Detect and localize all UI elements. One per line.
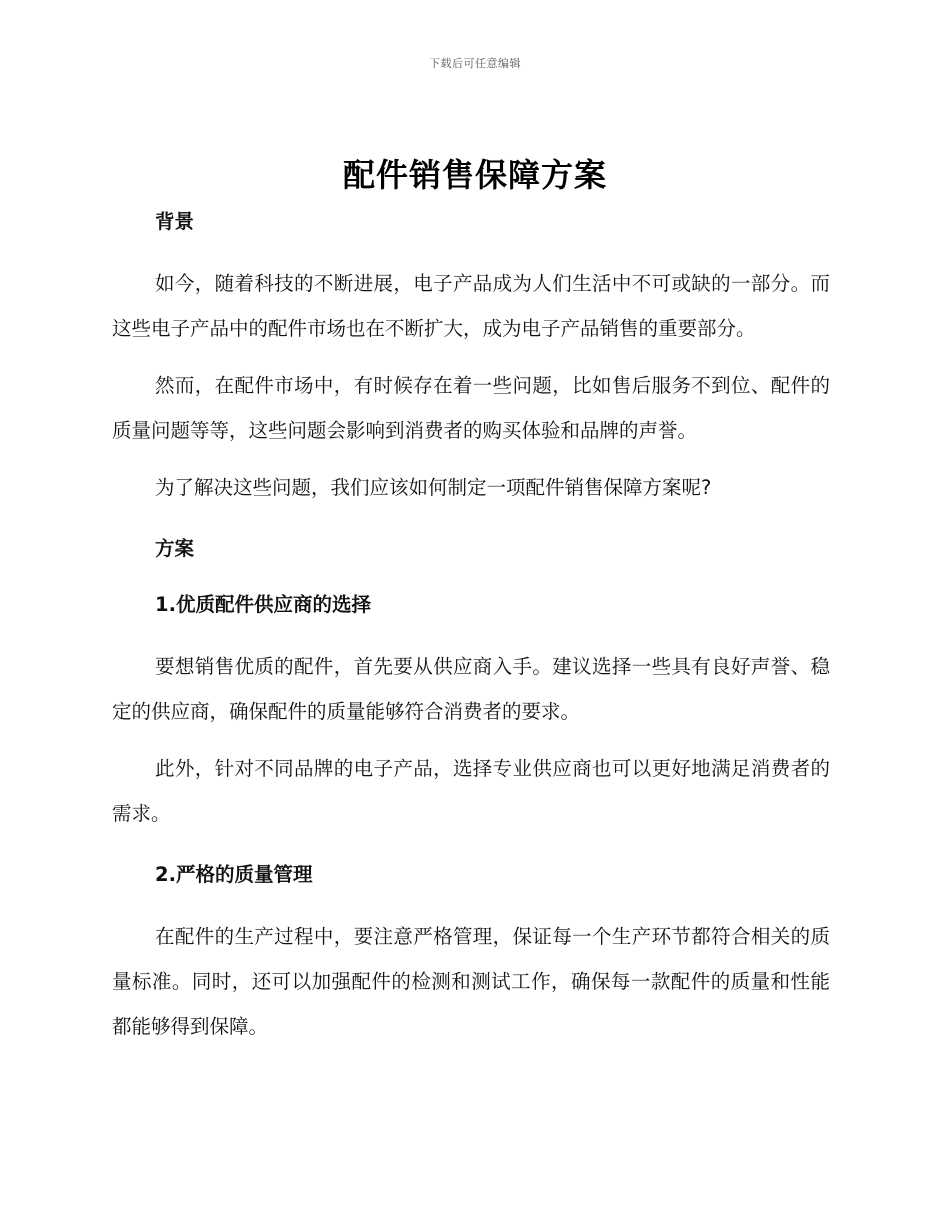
section-heading-plan: 方案: [155, 537, 195, 560]
paragraph: 然而，在配件市场中，有时候存在着一些问题，比如售后服务不到位、配件的质量问题等等，这些问题会影响到消费者的购买体验和品牌的声誉。: [112, 374, 830, 442]
document-title: 配件销售保障方案: [342, 156, 607, 194]
paragraph: 要想销售优质的配件，首先要从供应商入手。建议选择一些具有良好声誉、稳定的供应商，确保配件的质量能够符合消费者的要求。: [112, 655, 830, 723]
document-body: [112, 205, 830, 1049]
paragraph: 此外，针对不同品牌的电子产品，选择专业供应商也可以更好地满足消费者的需求。: [112, 757, 830, 825]
subheading-supplier-selection: 1.优质配件供应商的选择: [155, 593, 371, 616]
paragraph: 为了解决这些问题，我们应该如何制定一项配件销售保障方案呢?: [155, 476, 712, 499]
section-heading-background: 背景: [155, 210, 195, 233]
subheading-quality-management: 2.严格的质量管理: [155, 863, 313, 886]
header-note: 下载后可任意编辑: [429, 57, 521, 70]
paragraph: 如今，随着科技的不断进展，电子产品成为人们生活中不可或缺的一部分。而这些电子产品中的配件市场也在不断扩大，成为电子产品销售的重要部分。: [112, 272, 830, 340]
paragraph: 在配件的生产过程中，要注意严格管理，保证每一个生产环节都符合相关的质量标准。同时，还可以加强配件的检测和测试工作，确保每一款配件的质量和性能都能够得到保障。: [112, 925, 830, 1038]
